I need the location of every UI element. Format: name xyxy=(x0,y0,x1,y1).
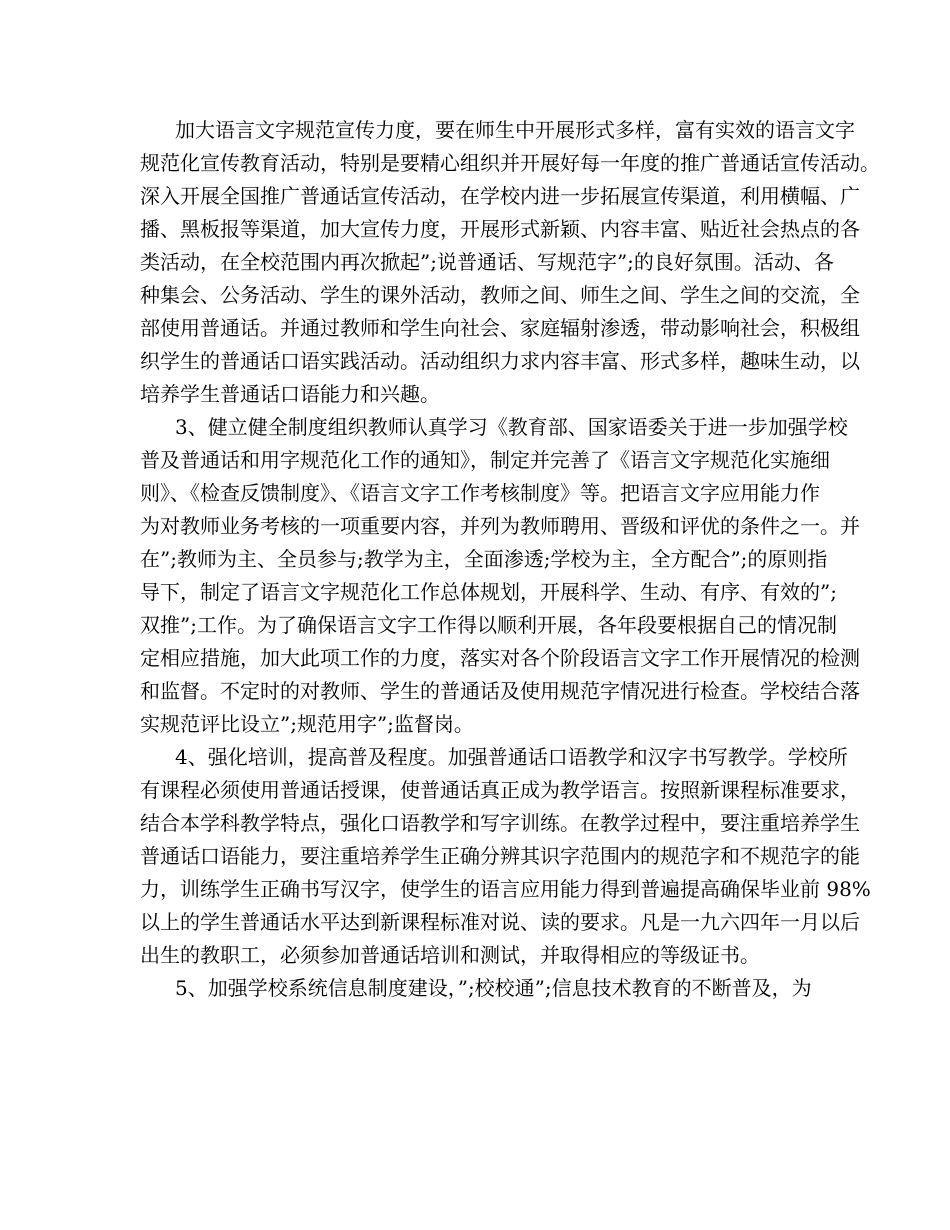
text-line: 深入开展全国推广普通话宣传活动，在学校内进一步拓展宣传渠道，利用横幅、广 xyxy=(140,184,860,208)
text-line: 导下，制定了语言文字规范化工作总体规划，开展科学、生动、有序、有效的”; xyxy=(140,580,837,604)
text-line: 5、加强学校系统信息制度建设，”;校校通”;信息技术教育的不断普及，为 xyxy=(175,976,812,1000)
text-line: 加大语言文字规范宣传力度，要在师生中开展形式多样，富有实效的语言文字 xyxy=(175,118,855,142)
text-line: 力，训练学生正确书写汉字，使学生的语言应用能力得到普遍提高确保毕业前 98% xyxy=(140,877,871,901)
text-line: 3、健立健全制度组织教师认真学习《教育部、国家语委关于进一步加强学校 xyxy=(175,415,848,439)
text-line: 为对教师业务考核的一项重要内容，并列为教师聘用、晋级和评优的条件之一。并 xyxy=(140,514,860,538)
text-line: 双推”;工作。为了确保语言文字工作得以顺利开展，各年段要根据自己的情况制 xyxy=(140,613,837,637)
text-line: 织学生的普通话口语实践活动。活动组织力求内容丰富、形式多样，趣味生动，以 xyxy=(140,349,860,373)
text-line: 以上的学生普通话水平达到新课程标准对说、读的要求。凡是一九六四年一月以后 xyxy=(140,910,860,934)
text-line: 部使用普通话。并通过教师和学生向社会、家庭辐射渗透，带动影响社会，积极组 xyxy=(140,316,860,340)
text-line: 则》、《检查反馈制度》、《语言文字工作考核制度》等。把语言文字应用能力作 xyxy=(140,481,820,505)
text-line: 出生的教职工，必须参加普通话培训和测试，并取得相应的等级证书。 xyxy=(140,943,760,967)
text-line: 规范化宣传教育活动，特别是要精心组织并开展好每一年度的推广普通话宣传活动。 xyxy=(140,151,880,175)
text-line: 定相应措施，加大此项工作的力度，落实对各个阶段语言文字工作开展情况的检测 xyxy=(140,646,860,670)
text-line: 播、黑板报等渠道，加大宣传力度，开展形式新颖、内容丰富、贴近社会热点的各 xyxy=(140,217,860,241)
text-line: 和监督。不定时的对教师、学生的普通话及使用规范字情况进行检查。学校结合落 xyxy=(140,679,860,703)
paragraph-item-5 xyxy=(140,972,825,1005)
text-line: 种集会、公务活动、学生的课外活动，教师之间、师生之间、学生之间的交流，全 xyxy=(140,283,860,307)
text-line: 在”;教师为主、全员参与;教学为主，全面渗透;学校为主，全方配合”;的原则指 xyxy=(140,547,828,571)
paragraph-publicity xyxy=(140,114,880,411)
paragraph-item-4 xyxy=(140,741,871,972)
text-line: 培养学生普通话口语能力和兴趣。 xyxy=(140,382,440,406)
text-line: 4、强化培训，提高普及程度。加强普通话口语教学和汉字书写教学。学校所 xyxy=(175,745,848,769)
paragraph-item-3 xyxy=(140,411,860,741)
text-line: 普通话口语能力，要注重培养学生正确分辨其识字范围内的规范字和不规范字的能 xyxy=(140,844,860,868)
text-line: 实规范评比设立”;规范用字”;监督岗。 xyxy=(140,712,474,736)
text-line: 有课程必须使用普通话授课，使普通话真正成为教学语言。按照新课程标准要求， xyxy=(140,778,860,802)
document-body xyxy=(140,114,880,1005)
text-line: 普及普通话和用字规范化工作的通知》，制定并完善了《语言文字规范化实施细 xyxy=(140,448,830,472)
text-line: 类活动，在全校范围内再次掀起”;说普通话、写规范字”;的良好氛围。活动、各 xyxy=(140,250,834,274)
text-line: 结合本学科教学特点，强化口语教学和写字训练。在教学过程中，要注重培养学生 xyxy=(140,811,860,835)
